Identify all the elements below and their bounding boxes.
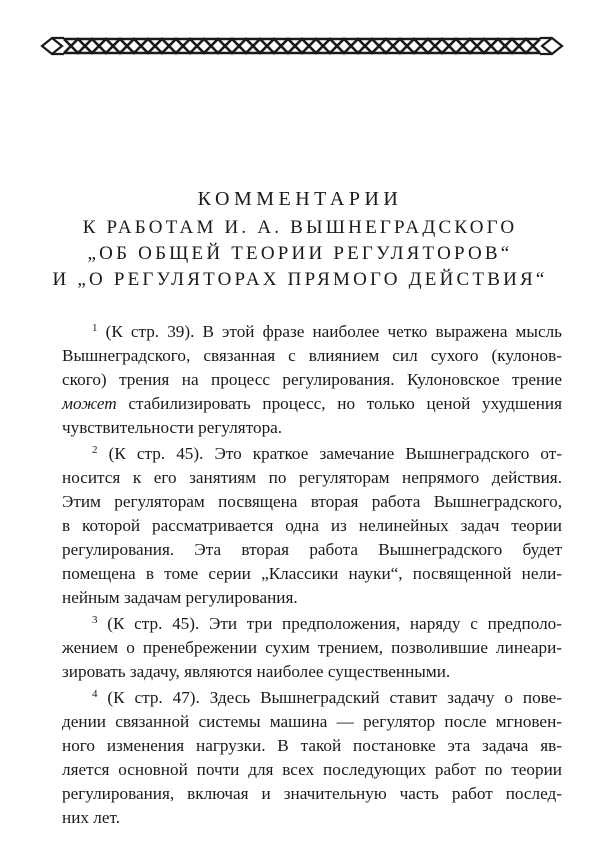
note-3-line-3: зировать задачу, являются наиболее существенными. xyxy=(62,662,451,681)
note-3-line-2: жением о пренебрежении сухим трением, позволившие линеари- xyxy=(62,638,562,657)
note-2-line-4: в которой рассматривается одна из нелинейных задач теории xyxy=(62,516,562,535)
heading-subtitle-3: И „О РЕГУЛЯТОРАХ ПРЯМОГО ДЕЙСТВИЯ“ xyxy=(52,269,548,290)
note-2-line-3: Этим регуляторам посвящена вторая работа Вышнеградского, xyxy=(62,492,562,511)
heading-subtitle-1: К РАБОТАМ И. А. ВЫШНЕГРАДСКОГО xyxy=(82,217,518,238)
note-4-line-1 xyxy=(92,688,562,708)
note-1-line-5: чувствительности регулятора. xyxy=(62,418,283,437)
note-2-ref: (К стр. 45). xyxy=(108,444,204,463)
note-4-line-3: ного изменения нагрузки. В такой постановке эта задача яв- xyxy=(62,736,562,755)
note-1-line-3: ского) трения на процесс регулирования. Кулоновское трение xyxy=(62,370,562,389)
note-1-mark: 1 xyxy=(92,322,98,334)
note-1-line-4 xyxy=(62,394,562,414)
ornament-band xyxy=(64,39,540,53)
decorative-header-ornament xyxy=(40,35,564,57)
note-4-line-5: регулирования, включая и значительную часть работ послед- xyxy=(62,784,562,803)
note-4-line-6: них лет. xyxy=(62,808,121,827)
note-2-line-6: помещена в томе серии „Классики науки“, посвященной нели- xyxy=(62,564,562,583)
note-3-ref: (К стр. 45). xyxy=(107,614,200,633)
heading-subtitle-2: „ОБ ОБЩЕЙ ТЕОРИИ РЕГУЛЯТОРОВ“ xyxy=(87,243,513,264)
note-1-ref: (К стр. 39). xyxy=(105,322,195,341)
note-2-line-7: нейным задачам регулирования. xyxy=(62,588,298,607)
note-2-line-2: носится к его занятиям по регуляторам непрямого действия. xyxy=(62,468,562,487)
note-3-line-1 xyxy=(92,614,562,634)
note-4-text: Здесь Вышнеградский ставит задачу о пове- xyxy=(209,688,563,707)
ornament-left-end xyxy=(42,38,64,54)
ornament-right-end xyxy=(540,38,562,54)
note-2-line-1 xyxy=(92,444,562,464)
note-2-line-5: регулирования. Эта вторая работа Вышнеградского будет xyxy=(62,540,562,559)
note-4-ref: (К стр. 47). xyxy=(107,688,200,707)
note-1-line-1 xyxy=(92,322,562,342)
note-1-text: В этой фразе наиболее четко выражена мысль xyxy=(202,322,563,341)
note-3-mark: 3 xyxy=(92,614,98,626)
note-4-mark: 4 xyxy=(92,688,98,700)
note-4-line-2: дении связанной системы машина — регулятор после мгновен- xyxy=(62,712,562,731)
heading-title: КОММЕНТАРИИ xyxy=(197,188,403,210)
note-1-line-2: Вышнеградского, связанная с влиянием сил сухого (кулонов- xyxy=(62,346,562,365)
note-2-mark: 2 xyxy=(92,444,98,456)
note-3-text: Эти три предположения, наряду с предполо- xyxy=(209,614,562,633)
note-1-emphasis: может xyxy=(62,394,117,413)
note-2-text: Это краткое замечание Вышнеградского от- xyxy=(214,444,563,463)
note-4-line-4: ляется основной почти для всех последующих работ по теории xyxy=(62,760,562,779)
note-1-line-4-text: стабилизировать процесс, но только ценой ухудшения xyxy=(128,394,563,413)
